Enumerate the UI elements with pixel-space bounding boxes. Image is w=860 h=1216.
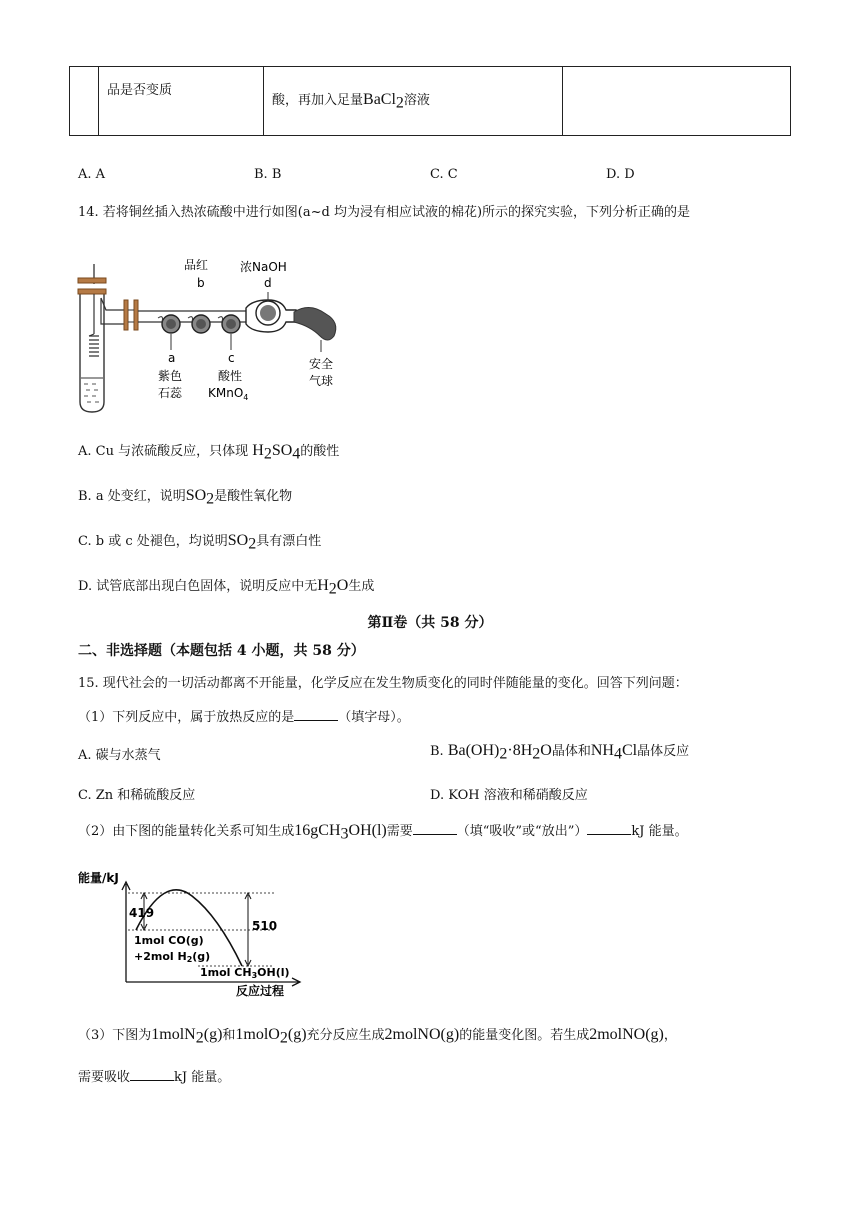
reactant-label-2: +2mol H [134, 950, 187, 963]
table-cell: 品是否变质 [99, 67, 264, 136]
product-label: 1mol CH [200, 966, 252, 979]
label-c-letter: c [228, 351, 235, 365]
connector-clamp-icon [124, 300, 138, 330]
q14-apparatus-figure [74, 256, 354, 418]
q15-sub1: （1）下列反应中，属于放热反应的是 （填字母）。 [78, 710, 410, 725]
label-b-letter: b [197, 276, 205, 290]
q15-sub3: （3）下图为1molN$_2$(g)和1molO$_2$(g)充分反应生成2molNO(g)的能量变化图。若生成2molNO(g)， [78, 1026, 677, 1047]
answer-blank[interactable] [413, 822, 457, 835]
svg-text:1mol CH3OH(l): 1mol CH3OH(l) [200, 966, 290, 980]
q15-option-a[interactable]: A. 碳与水蒸气 [78, 748, 161, 763]
part2-heading: 二、非选择题（本题包括 4 小题，共 58 分） [78, 643, 365, 659]
label-a-line2: 石蕊 [158, 386, 183, 400]
cotton-ball-b-icon [192, 315, 210, 333]
label-a-line1: 紫色 [158, 369, 183, 383]
table-row [70, 67, 791, 136]
table-cell [563, 67, 791, 136]
label-d-top: 浓NaOH [240, 260, 287, 274]
table-cell: 酸，再加入足量BaCl$_2$溶液 [264, 67, 563, 136]
answer-blank[interactable] [130, 1068, 174, 1081]
reactant-label-1: 1mol CO(g) [134, 934, 204, 947]
q13-option-a[interactable]: A. A [78, 167, 106, 182]
q15-sub3-line2: 需要吸收 kJ 能量。 [78, 1070, 231, 1085]
energy-value-510: 510 [252, 919, 278, 933]
label-b-top: 品红 [184, 258, 209, 272]
answer-table-fragment [69, 66, 791, 136]
q14-option-b[interactable]: B. a 处变红，说明$SO_2$是酸性氧化物 [78, 487, 293, 508]
table-cell [70, 67, 99, 136]
q15-sub2: （2）由下图的能量转化关系可知生成16gCH$_3$OH(l)需要 （填“吸收”或“放出”） kJ 能量。 [78, 822, 688, 843]
q14-option-c[interactable]: C. b 或 c 处褪色，均说明$SO_2$具有漂白性 [78, 532, 322, 553]
svg-text:KMnO4: KMnO$_4$ [208, 386, 249, 402]
label-a-letter: a [168, 351, 176, 365]
label-balloon-line1: 安全 [309, 357, 334, 371]
bulb-d-icon [246, 292, 296, 332]
label-c-line1: 酸性 [218, 369, 243, 383]
cotton-ball-c-icon [222, 315, 240, 333]
energy-diagram [78, 866, 308, 998]
safety-balloon-icon [294, 307, 336, 340]
label-d-letter: d [264, 276, 272, 290]
q15-option-d[interactable]: D. KOH 溶液和稀硝酸反应 [430, 788, 588, 803]
q14-option-d[interactable]: D. 试管底部出现白色固体，说明反应中无$H_2O$生成 [78, 577, 375, 598]
q15-stem: 15. 现代社会的一切活动都离不开能量，化学反应在发生物质变化的同时伴随能量的变化。回答下列问题： [78, 676, 688, 691]
q15-option-b[interactable]: B. $Ba(OH)_2\cdot 8H_2O$晶体和$NH_4Cl$晶体反应 [430, 742, 690, 763]
cotton-ball-a-icon [162, 315, 180, 333]
label-balloon-line2: 气球 [309, 374, 334, 388]
reaction-axis-label: 反应过程 [236, 984, 285, 998]
energy-axis-label: 能量/kJ [78, 871, 119, 885]
q14-stem: 14. 若将铜丝插入热浓硫酸中进行如图(a~d 均为浸有相应试液的棉花)所示的探究实验，下列分析正确的是 [78, 205, 691, 220]
part2-title: 第Ⅱ卷（共 58 分） [367, 615, 493, 631]
energy-value-419: 419 [129, 906, 155, 920]
q13-option-d[interactable]: D. D [606, 167, 635, 182]
label-c-line2: KMnO [208, 386, 244, 400]
q15-option-c[interactable]: C. Zn 和稀硫酸反应 [78, 788, 196, 803]
test-tube-icon [78, 264, 124, 412]
q14-option-a[interactable]: A. Cu 与浓硫酸反应，只体现 $H_2SO_4$的酸性 [78, 442, 340, 463]
answer-blank[interactable] [294, 708, 338, 721]
q13-option-c[interactable]: C. C [430, 167, 458, 182]
svg-text:+2mol H2(g): +2mol H2(g) [134, 950, 211, 964]
answer-blank[interactable] [587, 822, 631, 835]
q13-option-b[interactable]: B. B [254, 167, 282, 182]
